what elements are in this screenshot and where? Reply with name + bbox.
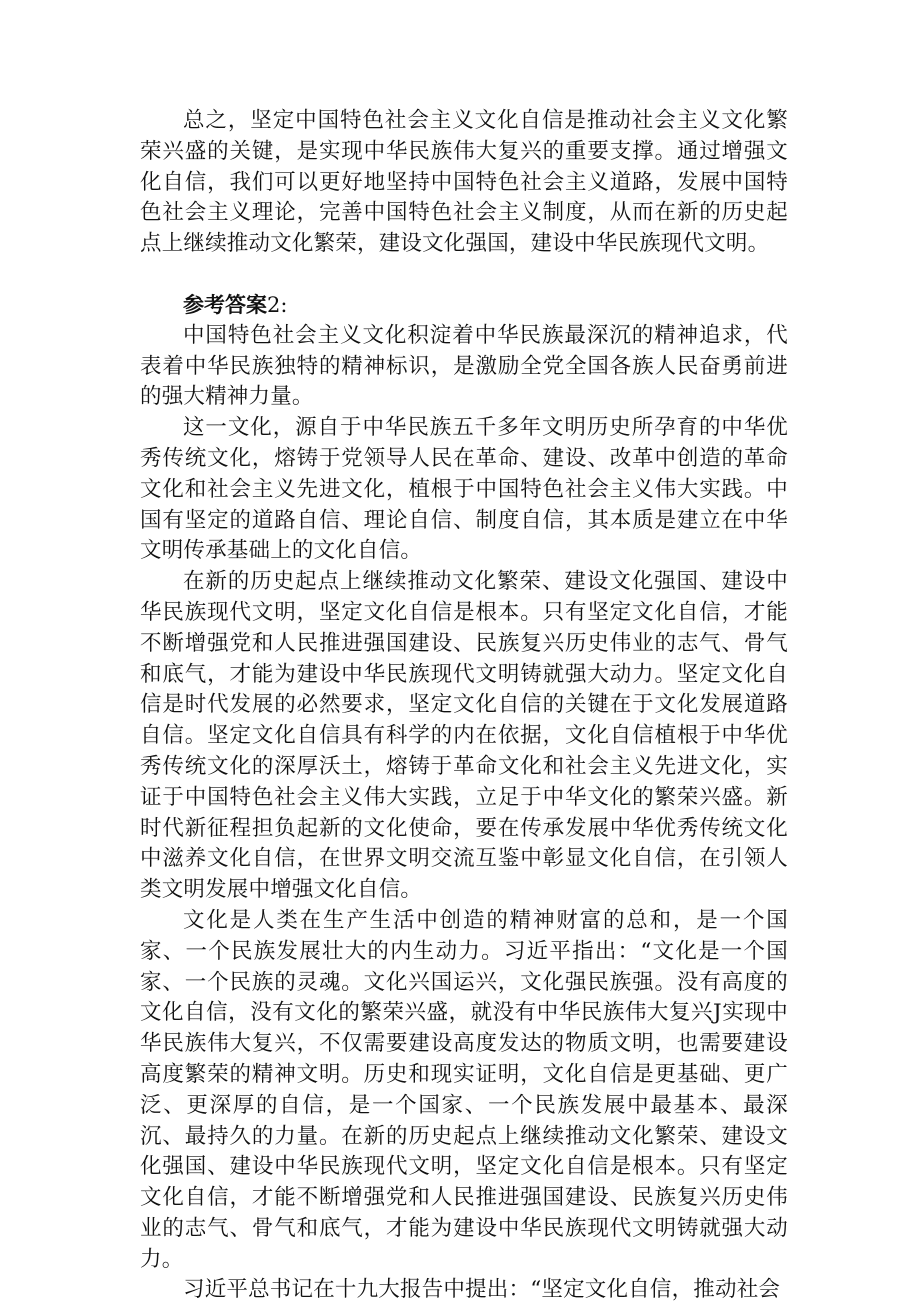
paragraph-conclusion: 总之，坚定中国特色社会主义文化自信是推动社会主义文化繁荣兴盛的关键，是实现中华民族伟大复兴的重要支撑。通过增强文化自信，我们可以更好地坚持中国特色社会主义道路，发展中国特色社会主义理论，完善中国特色社会主义制度，从而在新的历史起点上继续推动文化繁荣，建设文化强国，建设中华民族现代文明。 bbox=[140, 108, 788, 257]
answer-heading-number: 2: bbox=[267, 292, 288, 317]
paragraph-4: 文化是人类在生产生活中创造的精神财富的总和，是一个国家、一个民族发展壮大的内生动力。习近平指出：“文化是一个国家、一个民族的灵魂。文化兴国运兴，文化强民族强。没有高度的文化自信，没有文化的繁荣兴盛，就没有中华民族伟大复兴J实现中华民族伟大复兴，不仅需要建设高度发达的物质文明，也需要建设高度繁荣的精神文明。历史和现实证明，文化自信是更基础、更广泛、更深厚的自信，是一个国家、一个民族发展中最基本、最深沉、最持久的力量。在新的历史起点上继续推动文化繁荣、建设文化强国、建设中华民族现代文明，坚定文化自信是根本。只有坚定文化自信，才能不断增强党和人民推进强国建设、民族复兴历史伟业的志气、骨气和底气，才能为建设中华民族现代文明铸就强大动力。 bbox=[140, 907, 788, 1272]
paragraph-2: 这一文化，源自于中华民族五千多年文明历史所孕育的中华优秀传统文化，熔铸于党领导人民在革命、建设、改革中创造的革命文化和社会主义先进文化，植根于中国特色社会主义伟大实践。中国有坚定的道路自信、理论自信、制度自信，其本质是建立在中华文明传承基础上的文化自信。 bbox=[140, 415, 788, 564]
paragraph-1: 中国特色社会主义文化积淀着中华民族最深沉的精神追求，代表着中华民族独特的精神标识，是激励全党全国各族人民奋勇前进的强大精神力量。 bbox=[140, 322, 788, 410]
answer-heading-label: 参考答案 bbox=[183, 291, 267, 317]
paragraph-gap bbox=[140, 260, 788, 290]
document-page bbox=[140, 106, 788, 1306]
paragraph-5: 习近平总书记在十九大报告中提出：“坚定文化自信，推动社会 bbox=[183, 1277, 781, 1303]
paragraph-3: 在新的历史起点上继续推动文化繁荣、建设文化强国、建设中华民族现代文明，坚定文化自信是根本。只有坚定文化自信，才能不断增强党和人民推进强国建设、民族复兴历史伟业的志气、骨气和底气，才能为建设中华民族现代文明铸就强大动力。坚定文化自信是时代发展的必然要求，坚定文化自信的关键在于文化发展道路自信。坚定文化自信具有科学的内在依据，文化自信植根于中华优秀传统文化的深厚沃土，熔铸于革命文化和社会主义先进文化，实证于中国特色社会主义伟大实践，立足于中华文化的繁荣兴盛。新时代新征程担负起新的文化使命，要在传承发展中华优秀传统文化中滋养文化自信，在世界文明交流互鉴中彰显文化自信，在引领人类文明发展中增强文化自信。 bbox=[140, 569, 788, 903]
answer-heading bbox=[140, 290, 788, 321]
